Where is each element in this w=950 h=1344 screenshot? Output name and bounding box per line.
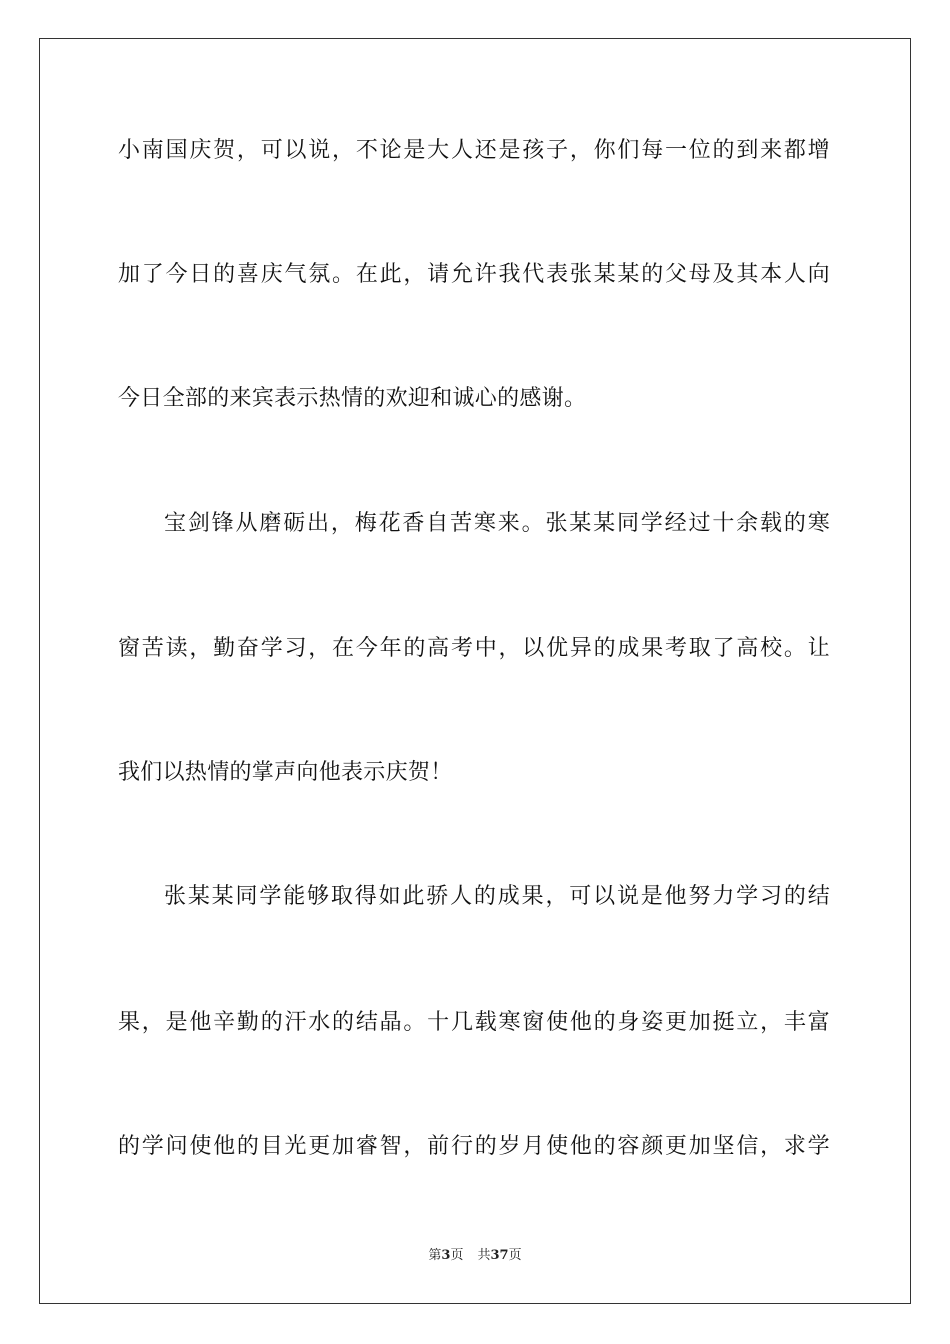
body-line-8: 果，是他辛勤的汗水的结晶。十几载寒窗使他的身姿更加挺立，丰富: [118, 1010, 830, 1035]
footer-total-prefix: 共: [477, 1248, 491, 1263]
body-line-6: 我们以热情的掌声向他表示庆贺！: [118, 760, 453, 785]
footer-page-prefix: 第: [428, 1248, 442, 1263]
footer-total-suffix: 页: [508, 1248, 522, 1263]
page-border: [39, 38, 911, 1304]
body-line-2: 加了今日的喜庆气氛。在此，请允许我代表张某某的父母及其本人向: [118, 262, 830, 287]
body-line-7: 张某某同学能够取得如此骄人的成果，可以说是他努力学习的结: [164, 884, 830, 909]
footer-page-number: 3: [441, 1248, 451, 1263]
body-line-9: 的学问使他的目光更加睿智，前行的岁月使他的容颜更加坚信，求学: [118, 1134, 830, 1159]
body-line-1: 小南国庆贺，可以说，不论是大人还是孩子，你们每一位的到来都增: [118, 138, 830, 163]
body-line-4: 宝剑锋从磨砺出，梅花香自苦寒来。张某某同学经过十余载的寒: [164, 511, 830, 536]
footer-total-pages: 37: [490, 1248, 509, 1263]
body-line-5: 窗苦读，勤奋学习，在今年的高考中，以优异的成果考取了高校。让: [118, 636, 830, 661]
body-line-3: 今日全部的来宾表示热情的欢迎和诚心的感谢。: [118, 386, 587, 411]
footer-page-suffix: 页: [450, 1248, 464, 1263]
page-footer: [0, 1247, 950, 1265]
